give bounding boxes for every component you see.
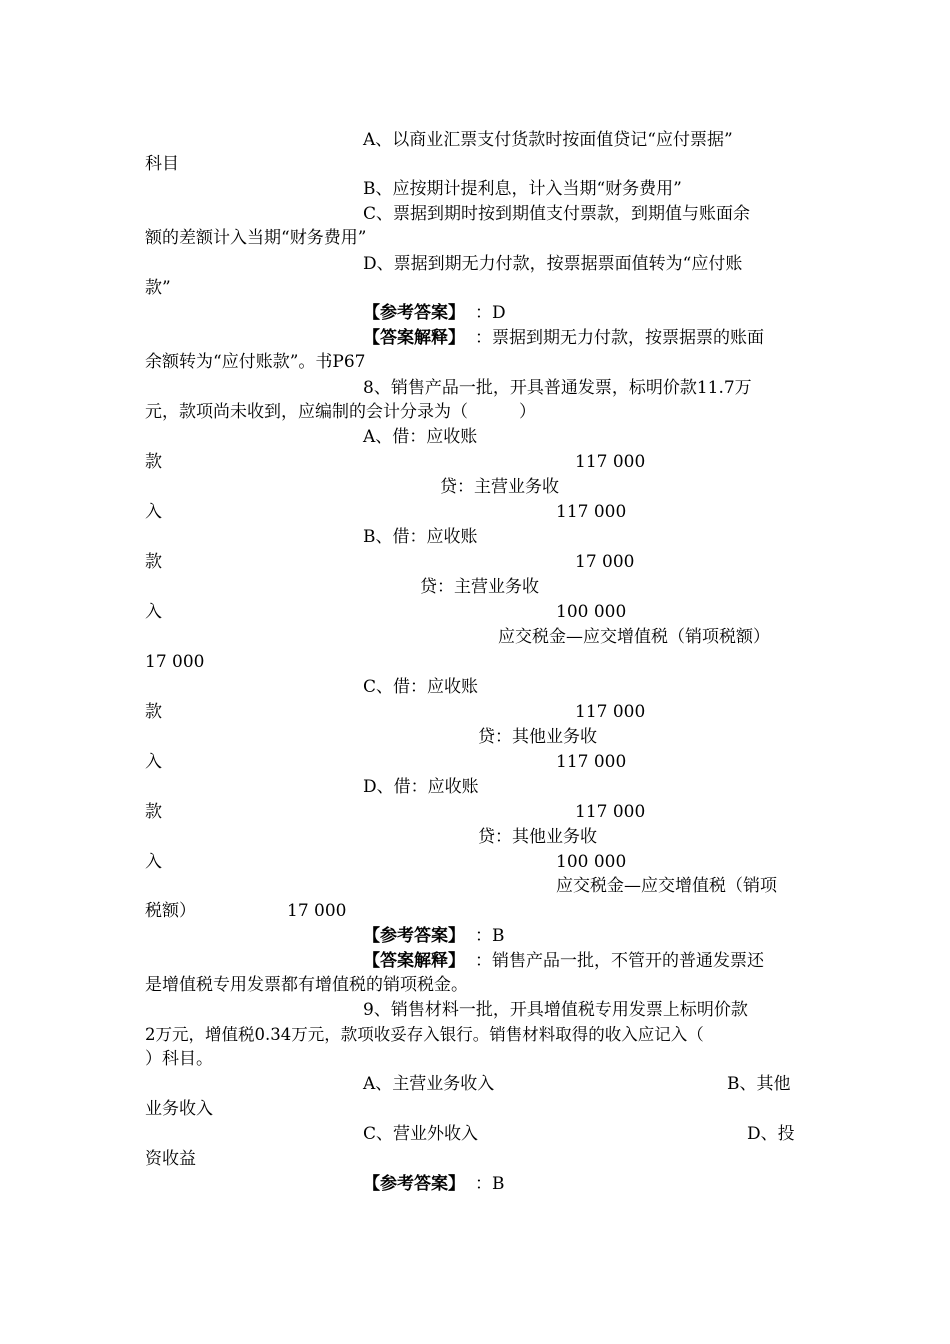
text-line: 余额转为“应付账款”。书P67 [145, 352, 366, 372]
option-a-line: A、以商业汇票支付货款时按面值贷记“应付票据” [363, 130, 733, 150]
answer-value: ：B [475, 1174, 505, 1194]
answer-label: 【参考答案】 [363, 926, 465, 946]
amount: 100 000 [556, 852, 627, 872]
option-b-line: B、应按期计提利息，计入当期“财务费用” [363, 179, 682, 199]
text-line: 款” [145, 278, 171, 298]
explanation-label: 【答案解释】 [363, 951, 465, 971]
text-line: 款 [145, 552, 162, 572]
amount: 17 000 [575, 552, 635, 572]
text-line: 入 [145, 852, 162, 872]
entry-b-debit: B、借：应收账 [363, 527, 478, 547]
option-d-line: D、票据到期无力付款，按票据票面值转为“应付账 [363, 254, 743, 274]
text-line: 元，款项尚未收到，应编制的会计分录为（ ） [145, 402, 536, 422]
text-line: ）科目。 [145, 1049, 213, 1069]
entry-c-debit: C、借：应收账 [363, 677, 479, 697]
answer-value: ：D [475, 303, 506, 323]
text-line: 入 [145, 752, 162, 772]
text-line: 是增值税专用发票都有增值税的销项税金。 [145, 975, 468, 995]
question-8-line: 8、销售产品一批，开具普通发票，标明价款11.7万 [363, 378, 752, 398]
entry-d-debit: D、借：应收账 [363, 777, 479, 797]
text-line: 2万元，增值税0.34万元，款项收妥存入银行。销售材料取得的收入应记入（ [145, 1025, 704, 1044]
text-line: 入 [145, 602, 162, 622]
text-line: 额的差额计入当期“财务费用” [145, 228, 367, 248]
option-a-line: A、主营业务收入 [363, 1074, 495, 1094]
text-line: 科目 [145, 154, 179, 174]
amount: 100 000 [556, 602, 627, 622]
entry-d-tax: 应交税金—应交增值税（销项 [556, 876, 777, 896]
answer-label: 【参考答案】 [363, 303, 465, 323]
amount: 17 000 [287, 901, 347, 921]
amount: 117 000 [556, 502, 627, 522]
option-c-line: C、票据到期时按到期值支付票款，到期值与账面余 [363, 204, 751, 224]
option-b-line: B、其他 [727, 1074, 791, 1094]
explanation-text: ：票据到期无力付款，按票据票的账面 [475, 328, 764, 348]
text-line: 款 [145, 452, 162, 472]
amount: 117 000 [556, 752, 627, 772]
option-d-line: D、投 [747, 1124, 795, 1144]
text-line: 款 [145, 802, 162, 822]
amount: 117 000 [575, 702, 646, 722]
amount: 17 000 [145, 652, 205, 672]
amount: 117 000 [575, 452, 646, 472]
explanation-label: 【答案解释】 [363, 328, 465, 348]
answer-value: ：B [475, 926, 505, 946]
entry-b-credit: 贷：主营业务收 [420, 577, 539, 597]
text-line: 资收益 [145, 1149, 196, 1169]
entry-d-credit: 贷：其他业务收 [478, 827, 597, 847]
text-line: 业务收入 [145, 1099, 213, 1119]
text-line: 税额） [145, 901, 196, 921]
question-9-line: 9、销售材料一批，开具增值税专用发票上标明价款 [363, 1000, 748, 1020]
option-c-line: C、营业外收入 [363, 1124, 479, 1144]
answer-label: 【参考答案】 [363, 1174, 465, 1194]
entry-b-tax: 应交税金—应交增值税（销项税额） [498, 627, 770, 647]
entry-a-credit: 贷：主营业务收 [440, 477, 559, 497]
text-line: 款 [145, 702, 162, 722]
amount: 117 000 [575, 802, 646, 822]
text-line: 入 [145, 502, 162, 522]
explanation-text: ：销售产品一批，不管开的普通发票还 [475, 951, 764, 971]
entry-c-credit: 贷：其他业务收 [478, 727, 597, 747]
entry-a-debit: A、借：应收账 [363, 427, 478, 447]
